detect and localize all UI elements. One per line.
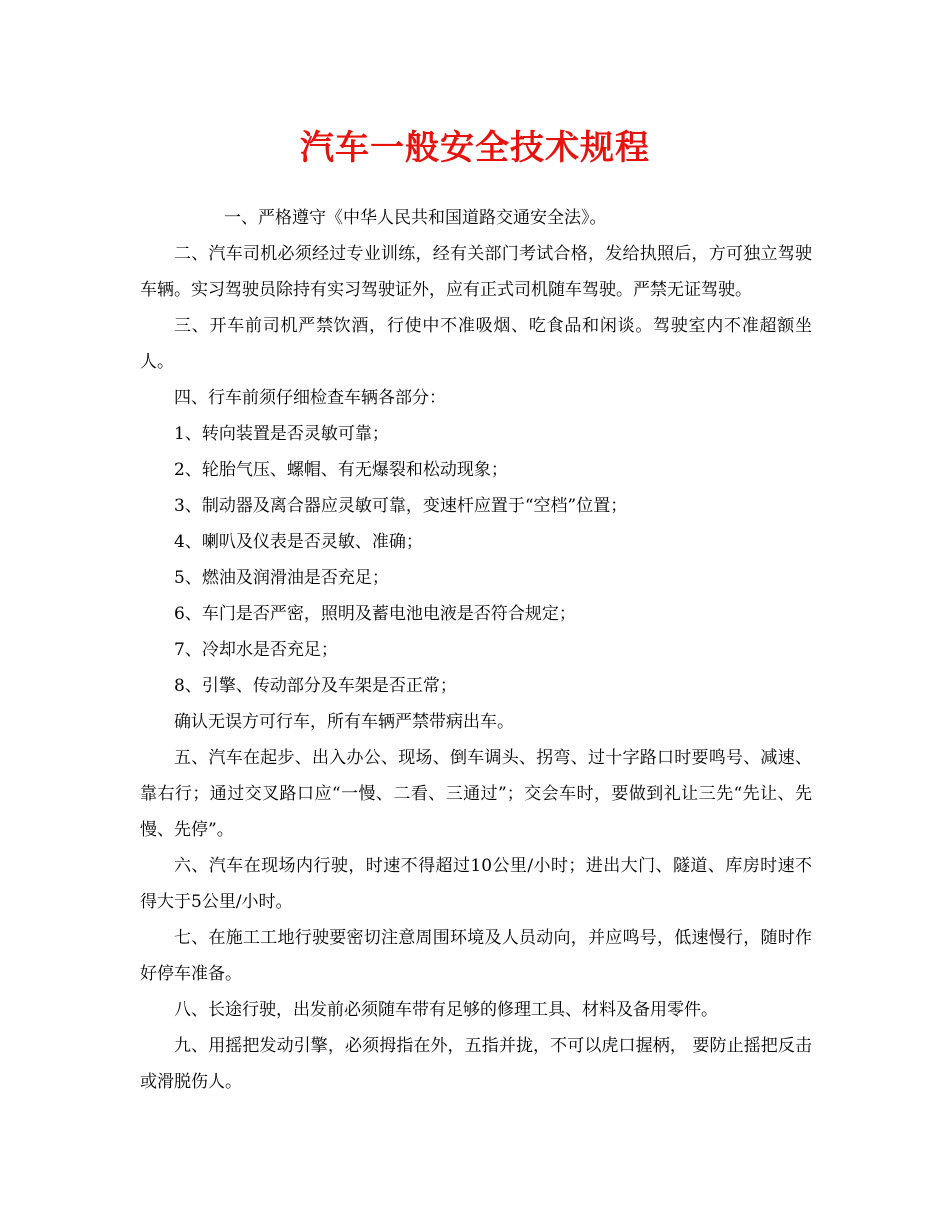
paragraph-1: 一、严格遵守《中华人民共和国道路交通安全法》。 [224,208,607,228]
check-item-2: 2、轮胎气压、螺帽、有无爆裂和松动现象； [174,460,508,480]
document-body [140,200,812,1100]
paragraph-4: 四、行车前须仔细检查车辆各部分： [174,388,446,408]
paragraph-8: 八、长途行驶，出发前必须随车带有足够的修理工具、材料及备用零件。 [174,1000,718,1020]
paragraph-confirm: 确认无误方可行车，所有车辆严禁带病出车。 [174,712,514,732]
check-item-1: 1、转向装置是否灵敏可靠； [174,424,389,444]
check-item-7: 7、冷却水是否充足； [174,640,338,660]
paragraph-5: 五、汽车在起步、出入办公、现场、倒车调头、拐弯、过十字路口时要鸣号、减速、靠右行；通过交叉路口应“一慢、二看、三通过”；交会车时，要做到礼让三先“先让、先慢、先停”。 [140,748,812,840]
paragraph-7: 七、在施工工地行驶要密切注意周围环境及人员动向，并应鸣号，低速慢行，随时作好停车准备。 [140,928,812,984]
paragraph-2: 二、汽车司机必须经过专业训练，经有关部门考试合格，发给执照后，方可独立驾驶车辆。实习驾驶员除持有实习驾驶证外，应有正式司机随车驾驶。严禁无证驾驶。 [140,244,812,300]
check-item-3: 3、制动器及离合器应灵敏可靠，变速杆应置于“空档”位置； [174,496,628,516]
paragraph-9: 九、用摇把发动引擎，必须拇指在外，五指并拢，不可以虎口握柄， 要防止摇把反击或滑脱伤人。 [140,1036,812,1092]
page-title: 汽车一般安全技术规程 [300,128,650,168]
paragraph-3: 三、开车前司机严禁饮酒，行使中不准吸烟、吃食品和闲谈。驾驶室内不准超额坐人。 [140,316,812,372]
check-item-8: 8、引擎、传动部分及车架是否正常； [174,676,457,696]
check-item-5: 5、燃油及润滑油是否充足； [174,568,389,588]
check-item-4: 4、喇叭及仪表是否灵敏、准确； [174,532,423,552]
paragraph-6: 六、汽车在现场内行驶，时速不得超过10公里/小时；进出大门、隧道、库房时速不得大于5公里/小时。 [140,856,812,912]
check-item-6: 6、车门是否严密，照明及蓄电池电液是否符合规定； [174,604,576,624]
